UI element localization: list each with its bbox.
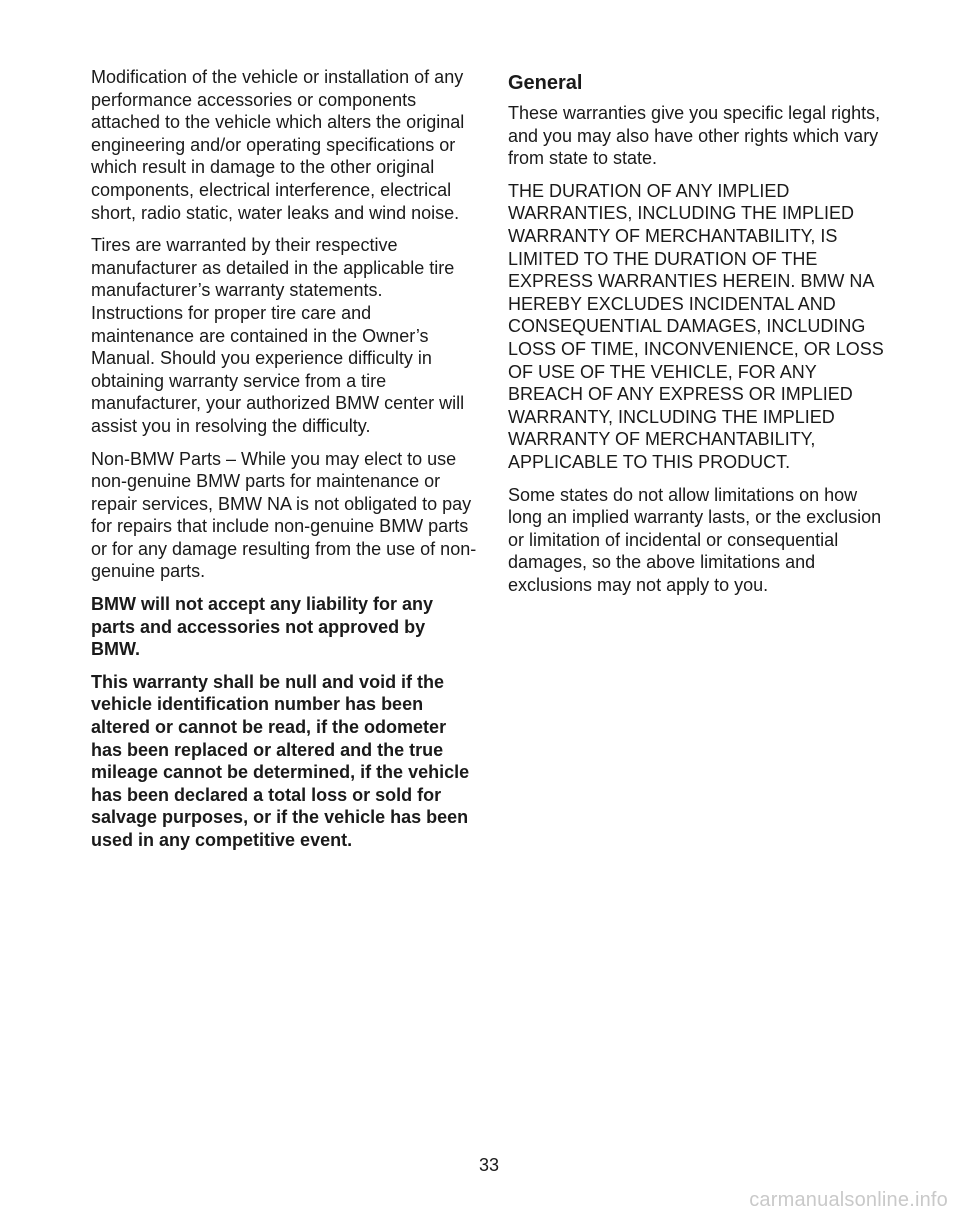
watermark: carmanualsonline.info [749,1189,948,1211]
paragraph-legal-rights: These warranties give you specific legal rights, and you may also have other rights which vary from state to state. [508,103,881,169]
paragraph-null-void: This warranty shall be null and void if the vehicle identification number has been altered or cannot be read, if the odometer has been replaced or altered and the true mileage cannot be determined, if the vehicle has been declared a total loss or sold for salvage purposes, or if the vehicle has been used in any competitive event. [91,671,470,850]
paragraph-liability: BMW will not accept any liability for any parts and accessories not approved by BMW. [91,594,434,660]
section-heading-general: General [508,72,583,94]
paragraph-state-limitations: Some states do not allow limitations on how long an implied warranty lasts, or the exclusion or limitation of incidental or consequential damages, so the above limitations and exclusions may not apply to you. [508,484,882,595]
right-column [508,70,894,606]
page-number: 33 [478,1155,500,1175]
left-column [91,66,477,862]
paragraph-implied-warranties: THE DURATION OF ANY IMPLIED WARRANTIES, INCLUDING THE IMPLIED WARRANTY OF MERCHANTABILITY, IS LIMITED TO THE DURATION OF THE EXPRESS WARRANTIES HEREIN. BMW NA HEREBY EXCLUDES INCIDENTAL AND CONSEQUENTIAL DAMAGES, INCLUDING LOSS OF TIME, INCONVENIENCE, OR LOSS OF USE OF THE VEHICLE, FOR ANY BREACH OF ANY EXPRESS OR IMPLIED WARRANTY, INCLUDING THE IMPLIED WARRANTY OF MERCHANTABILITY, APPLICABLE TO THIS PRODUCT. [508,180,884,472]
paragraph-tires: Tires are warranted by their respective manufacturer as detailed in the applicable tire manufacturer’s warranty statements. Instructions for proper tire care and maintenance are contained in the Owner’s Manual. Should you experience difficulty in obtaining warranty service from a tire manufacturer, your authorized BMW center will assist you in resolving the difficulty. [91,235,465,436]
paragraph-non-bmw-parts: Non-BMW Parts – While you may elect to use non-genuine BMW parts for maintenance or repair services, BMW NA is not obligated to pay for repairs that include non-genuine BMW parts or for any damage resulting from the use of non-genuine parts. [91,448,477,582]
paragraph-modification: Modification of the vehicle or installation of any performance accessories or components attached to the vehicle which alters the original engineering and/or operating specifications or which result in damage to the other original components, electrical interference, electrical short, radio static, water leaks and wind noise. [91,67,465,223]
